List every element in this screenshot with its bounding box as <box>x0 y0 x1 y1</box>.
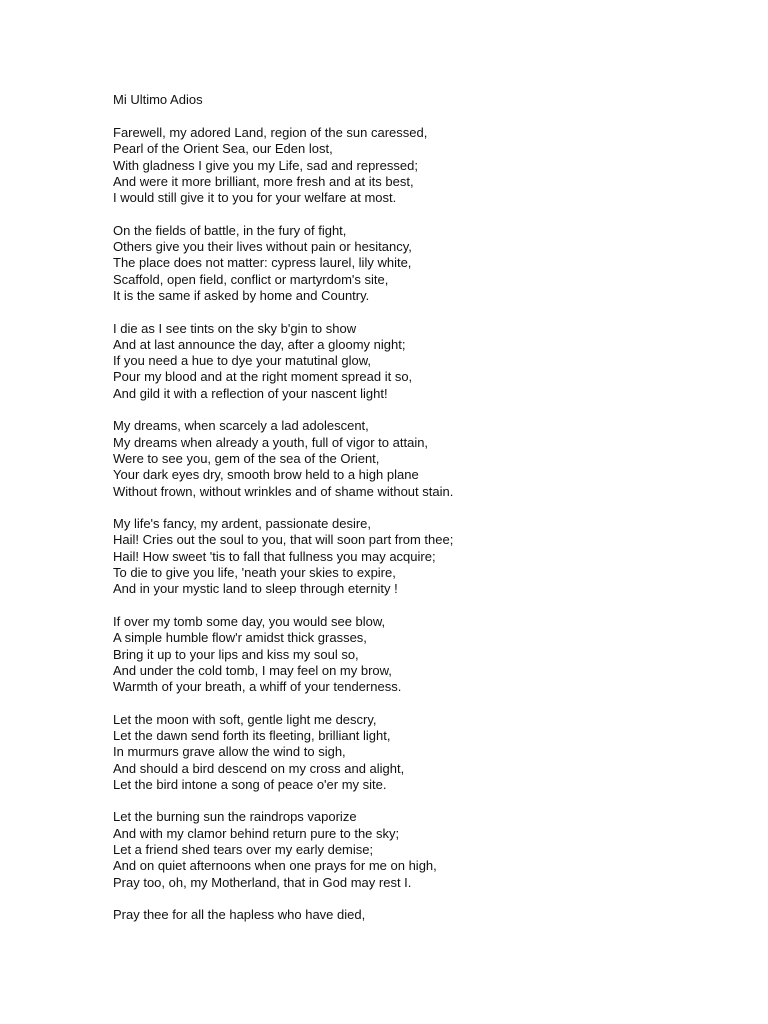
poem-line: Pour my blood and at the right moment spread it so, <box>113 369 413 385</box>
poem-line: My life's fancy, my ardent, passionate desire, <box>113 516 372 532</box>
stanza <box>113 125 733 206</box>
stanza <box>113 321 733 402</box>
poem-line: Pray thee for all the hapless who have died, <box>113 907 366 923</box>
poem-line: In murmurs grave allow the wind to sigh, <box>113 744 346 760</box>
poem-line: Bring it up to your lips and kiss my soul so, <box>113 646 359 662</box>
poem-line: With gladness I give you my Life, sad and repressed; <box>113 157 418 173</box>
poem-line: The place does not matter: cypress laurel, lily white, <box>113 255 412 271</box>
stanza <box>113 418 733 499</box>
stanza <box>113 614 733 695</box>
poem-line: And should a bird descend on my cross and alight, <box>113 760 405 776</box>
stanza <box>113 712 733 793</box>
poem-line: Without frown, without wrinkles and of shame without stain. <box>113 483 454 499</box>
poem-line: Let the bird intone a song of peace o'er my site. <box>113 776 387 792</box>
poem-title: Mi Ultimo Adios <box>113 92 203 107</box>
poem-line: My dreams, when scarcely a lad adolescent, <box>113 418 369 434</box>
poem-line: Your dark eyes dry, smooth brow held to a high plane <box>113 467 419 483</box>
poem-line: And on quiet afternoons when one prays for me on high, <box>113 858 437 874</box>
stanza <box>113 516 733 597</box>
poem-line: Hail! How sweet 'tis to fall that fullness you may acquire; <box>113 548 436 564</box>
document-page <box>113 92 733 940</box>
poem-line: Others give you their lives without pain or hesitancy, <box>113 239 412 255</box>
poem-body <box>113 125 733 924</box>
poem-line: Let the moon with soft, gentle light me descry, <box>113 711 377 727</box>
poem-line: And under the cold tomb, I may feel on my brow, <box>113 662 392 678</box>
poem-line: I die as I see tints on the sky b'gin to show <box>113 320 357 336</box>
poem-line: And were it more brilliant, more fresh and at its best, <box>113 173 414 189</box>
stanza <box>113 809 733 890</box>
poem-line: If you need a hue to dye your matutinal glow, <box>113 353 372 369</box>
poem-line: On the fields of battle, in the fury of fight, <box>113 222 347 238</box>
stanza <box>113 223 733 304</box>
poem-line: If over my tomb some day, you would see blow, <box>113 613 386 629</box>
poem-line: It is the same if asked by home and Country. <box>113 287 370 303</box>
stanza <box>113 907 733 923</box>
poem-line: Pearl of the Orient Sea, our Eden lost, <box>113 141 333 157</box>
poem-line: And with my clamor behind return pure to the sky; <box>113 825 400 841</box>
poem-line: A simple humble flow'r amidst thick grasses, <box>113 630 367 646</box>
poem-line: Let a friend shed tears over my early demise; <box>113 842 374 858</box>
poem-line: And in your mystic land to sleep through eternity ! <box>113 581 398 597</box>
poem-line: I would still give it to you for your welfare at most. <box>113 190 397 206</box>
poem-line: Warmth of your breath, a whiff of your tenderness. <box>113 679 402 695</box>
poem-line: Pray too, oh, my Motherland, that in God may rest I. <box>113 874 412 890</box>
poem-line: Were to see you, gem of the sea of the Orient, <box>113 450 380 466</box>
poem-line: Let the dawn send forth its fleeting, brilliant light, <box>113 727 391 743</box>
poem-line: To die to give you life, 'neath your skies to expire, <box>113 565 396 581</box>
poem-line: And at last announce the day, after a gloomy night; <box>113 336 406 352</box>
poem-line: My dreams when already a youth, full of vigor to attain, <box>113 434 429 450</box>
poem-line: Farewell, my adored Land, region of the sun caressed, <box>113 125 428 140</box>
poem-line: And gild it with a reflection of your nascent light! <box>113 385 388 401</box>
poem-line: Scaffold, open field, conflict or martyrdom's site, <box>113 271 389 287</box>
poem-line: Hail! Cries out the soul to you, that will soon part from thee; <box>113 532 454 548</box>
poem-line: Let the burning sun the raindrops vaporize <box>113 809 357 825</box>
